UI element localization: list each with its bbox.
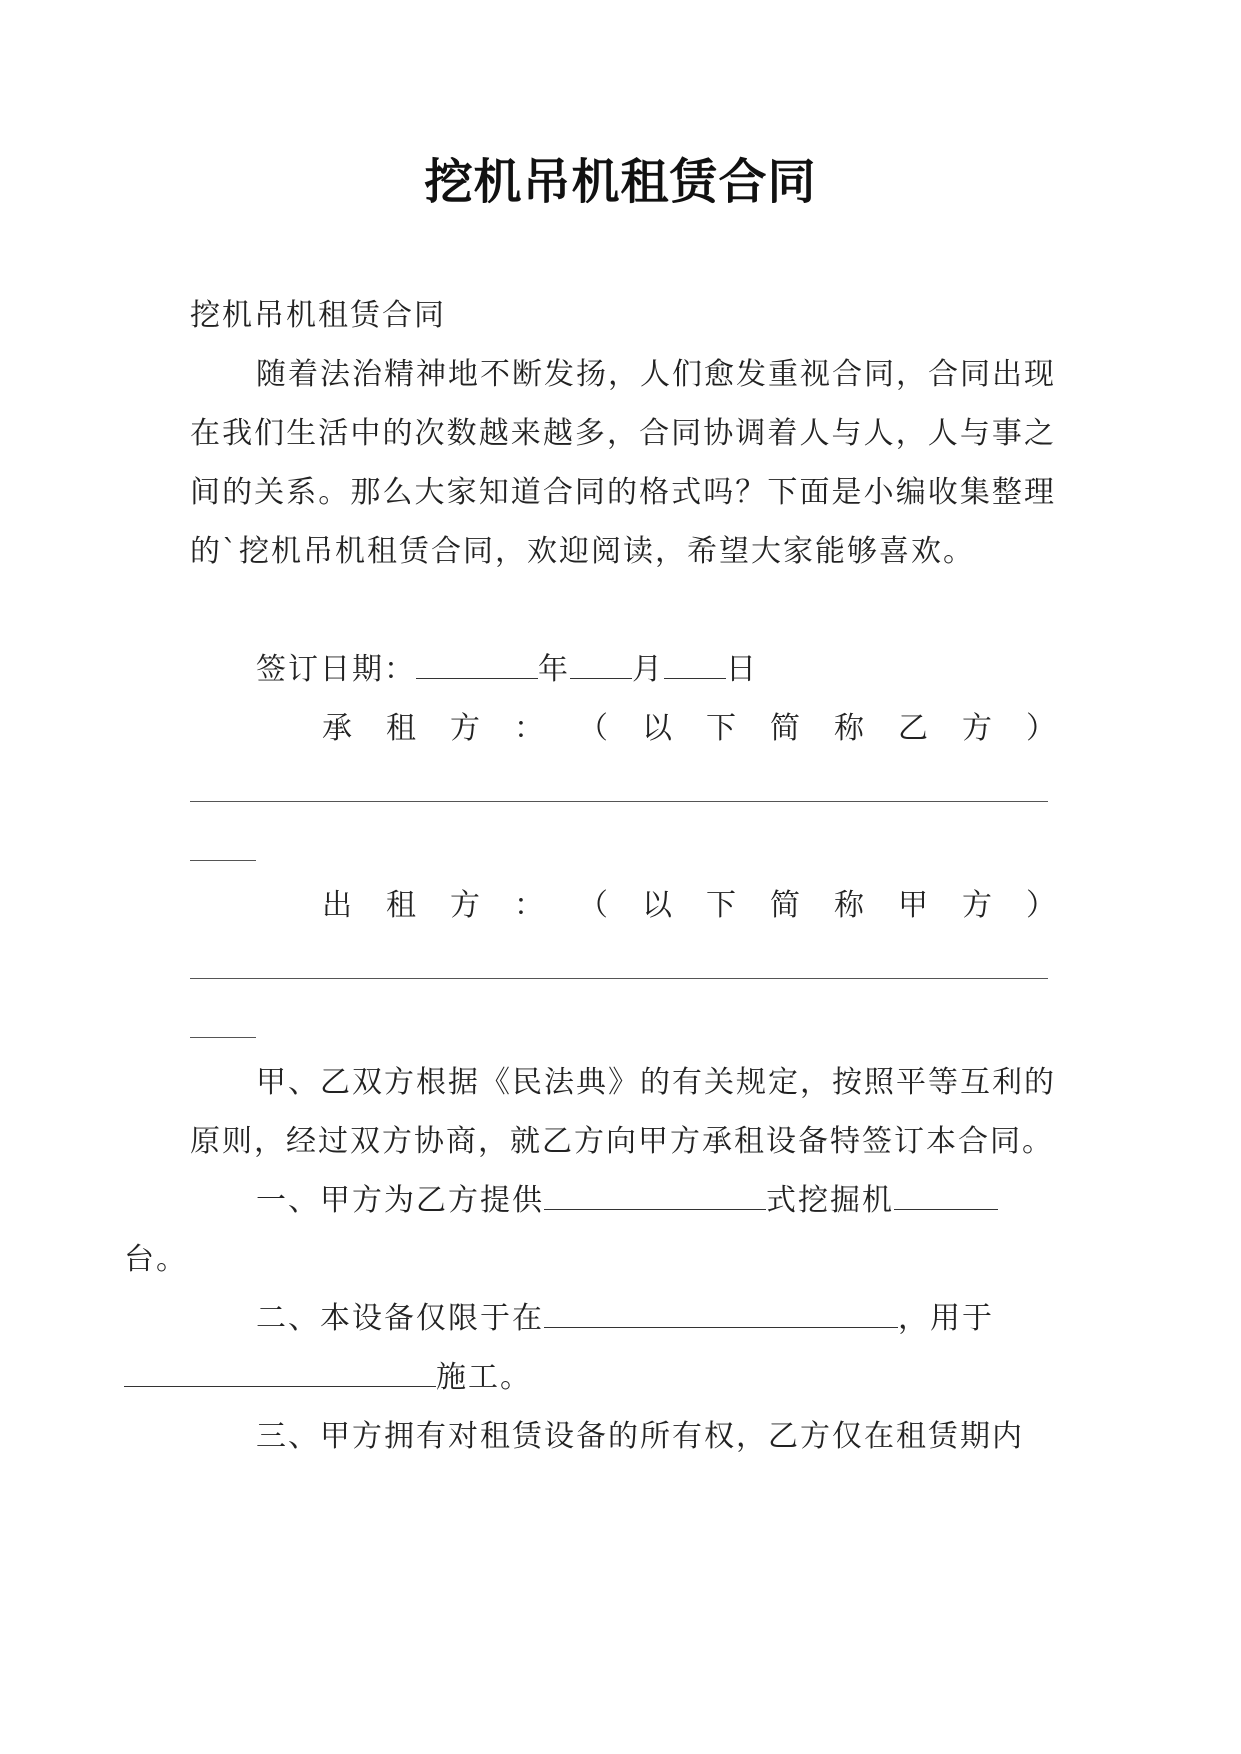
clause-1-suffix: 台。 — [124, 1242, 188, 1277]
day-label: 日 — [726, 652, 758, 687]
lessor-fill-rule-end — [190, 1037, 256, 1038]
lessor-char: 以 — [642, 888, 672, 923]
lessor-char: 租 — [386, 888, 416, 923]
lessee-char: 方 — [450, 711, 480, 746]
clause-2-middle: ，用于 — [898, 1301, 994, 1336]
lessor-fill-rule — [190, 978, 1048, 979]
lessor-char: 称 — [834, 888, 864, 923]
intro-paragraph: 随着法治精神地不断发扬，人们愈发重视合同，合同出现在我们生活中的次数越来越多，合同协调着人与人，人与事之间的关系。那么大家知道合同的格式吗？下面是小编收集整理的`挖机吊机租赁合同，欢迎阅读，希望大家能够喜欢。 — [190, 357, 1056, 569]
lessee-char: 下 — [706, 711, 736, 746]
lessor-char: ： — [514, 888, 544, 923]
month-blank — [570, 648, 632, 679]
lessee-char: 简 — [770, 711, 800, 746]
signing-date-line — [190, 640, 1056, 699]
lessor-char: （ — [578, 888, 608, 923]
lessee-char: ： — [514, 711, 544, 746]
clause-2-suffix: 施工。 — [436, 1360, 532, 1395]
preamble-paragraph: 甲、乙双方根据《民法典》的有关规定，按照平等互利的原则，经过双方协商，就乙方向甲方承租设备特签订本合同。 — [190, 1065, 1056, 1159]
blank-line — [190, 581, 1056, 640]
subtitle: 挖机吊机租赁合同 — [190, 298, 446, 333]
lessor-char: ） — [1026, 888, 1056, 923]
lessee-char: 方 — [962, 711, 992, 746]
lessee-char: 以 — [642, 711, 672, 746]
lessor-char: 甲 — [898, 888, 928, 923]
lessor-char: 下 — [706, 888, 736, 923]
clause-1-prefix: 一、甲方为乙方提供 — [256, 1183, 544, 1218]
clause-1-blank-count — [894, 1179, 998, 1210]
signing-date-label: 签订日期： — [256, 652, 416, 687]
lessee-char: 承 — [322, 711, 352, 746]
document-title: 挖机吊机租赁合同 — [424, 154, 817, 210]
lessor-char: 出 — [322, 888, 352, 923]
lessor-line — [190, 876, 1056, 935]
clause-1 — [124, 1171, 1056, 1289]
clause-2 — [190, 1289, 1056, 1407]
lessor-char: 方 — [450, 888, 480, 923]
lessee-char: ） — [1026, 711, 1056, 746]
year-blank — [416, 648, 538, 679]
clause-2-prefix: 二、本设备仅限于在 — [256, 1301, 544, 1336]
clause-2-blank-purpose — [124, 1356, 436, 1387]
document-body — [124, 286, 1056, 1466]
year-label: 年 — [538, 652, 570, 687]
clause-3: 三、甲方拥有对租赁设备的所有权，乙方仅在租赁期内 — [256, 1419, 1024, 1454]
lessee-char: （ — [578, 711, 608, 746]
clause-1-blank-type — [544, 1179, 766, 1210]
lessee-line — [190, 699, 1056, 758]
lessee-char: 称 — [834, 711, 864, 746]
clause-1-middle: 式挖掘机 — [766, 1183, 894, 1218]
lessee-fill-line — [190, 758, 1056, 876]
lessor-fill-line — [190, 935, 1056, 1053]
lessee-char: 租 — [386, 711, 416, 746]
clause-2-blank-location — [544, 1297, 898, 1328]
lessee-fill-rule-end — [190, 860, 256, 861]
month-label: 月 — [632, 652, 664, 687]
day-blank — [664, 648, 726, 679]
lessor-char: 方 — [962, 888, 992, 923]
lessor-char: 简 — [770, 888, 800, 923]
lessee-fill-rule — [190, 801, 1048, 802]
lessee-char: 乙 — [898, 711, 928, 746]
